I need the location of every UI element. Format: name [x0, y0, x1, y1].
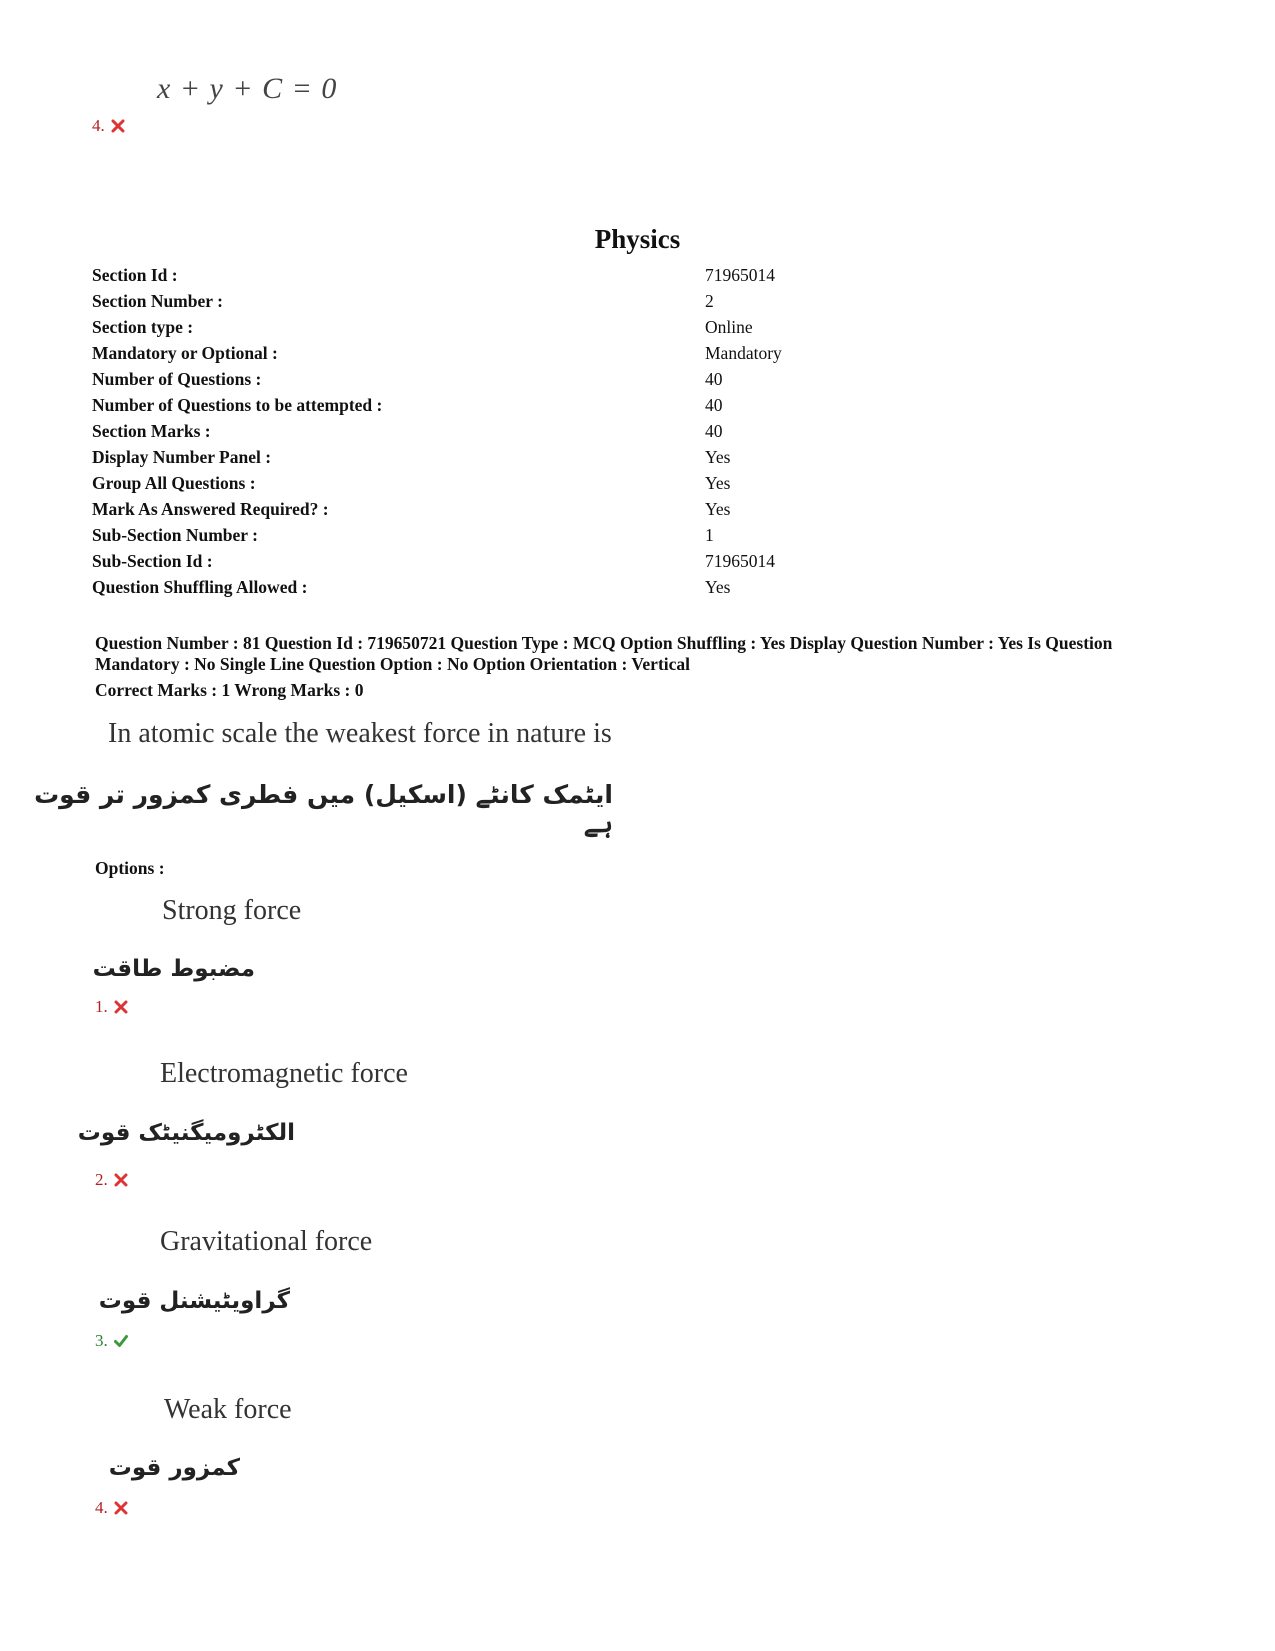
info-row: Section Number : 2: [92, 290, 714, 311]
cross-icon: [114, 1000, 128, 1014]
option-2-text-ur: الکٹرومیگنیٹک قوت: [77, 1120, 295, 1146]
option-4-number: 4.: [95, 1498, 128, 1518]
cross-icon: [114, 1501, 128, 1515]
option-1-number: 1.: [95, 997, 128, 1017]
cross-icon: [114, 1173, 128, 1187]
info-row: Section type : Online: [92, 316, 753, 337]
info-row: Display Number Panel : Yes: [92, 446, 731, 467]
option-2-number: 2.: [95, 1170, 128, 1190]
section-title: Physics: [594, 224, 681, 254]
prev-option-number: 4.: [92, 116, 125, 136]
info-row: Section Id : 71965014: [92, 264, 775, 285]
question-marks: Correct Marks : 1 Wrong Marks : 0: [95, 680, 364, 700]
section-info-table: [92, 262, 1192, 600]
question-text-ur: ایٹمک کانٹے (اسکیل) میں فطری کمزور تر قوت ہے: [34, 780, 613, 838]
option-4-text-ur: کمزور قوت: [108, 1455, 240, 1481]
info-row: Group All Questions : Yes: [92, 472, 731, 493]
check-icon: [114, 1334, 128, 1348]
question-meta: Question Number : 81 Question Id : 719650721 Question Type : MCQ Option Shuffling : Yes Display Question Number : Yes Is Question Mandatory : No Single Line Question Option : No Option Orientation : Vertical: [95, 633, 1113, 674]
option-1-text-ur: مضبوط طاقت: [92, 956, 255, 982]
info-row: Number of Questions to be attempted : 40: [92, 394, 723, 415]
option-2-text-en: Electromagnetic force: [160, 1058, 408, 1089]
options-label: Options :: [95, 858, 165, 878]
option-3-text-en: Gravitational force: [160, 1226, 373, 1257]
info-row: Mandatory or Optional : Mandatory: [92, 342, 782, 363]
info-row: Section Marks : 40: [92, 420, 723, 441]
info-row: Sub-Section Id : 71965014: [92, 550, 775, 571]
info-row: Question Shuffling Allowed : Yes: [92, 576, 731, 597]
info-row: Sub-Section Number : 1: [92, 524, 714, 545]
info-row: Mark As Answered Required? : Yes: [92, 498, 731, 519]
cross-icon: [111, 119, 125, 133]
option-3-number: 3.: [95, 1331, 128, 1351]
option-1-text-en: Strong force: [162, 895, 302, 926]
question-text-en: In atomic scale the weakest force in nature is: [108, 718, 612, 749]
info-row: Number of Questions : 40: [92, 368, 723, 389]
option-3-text-ur: گراویٹیشنل قوت: [98, 1288, 290, 1314]
option-4-text-en: Weak force: [164, 1394, 292, 1425]
prev-option-formula: x + y + C = 0: [157, 72, 338, 105]
